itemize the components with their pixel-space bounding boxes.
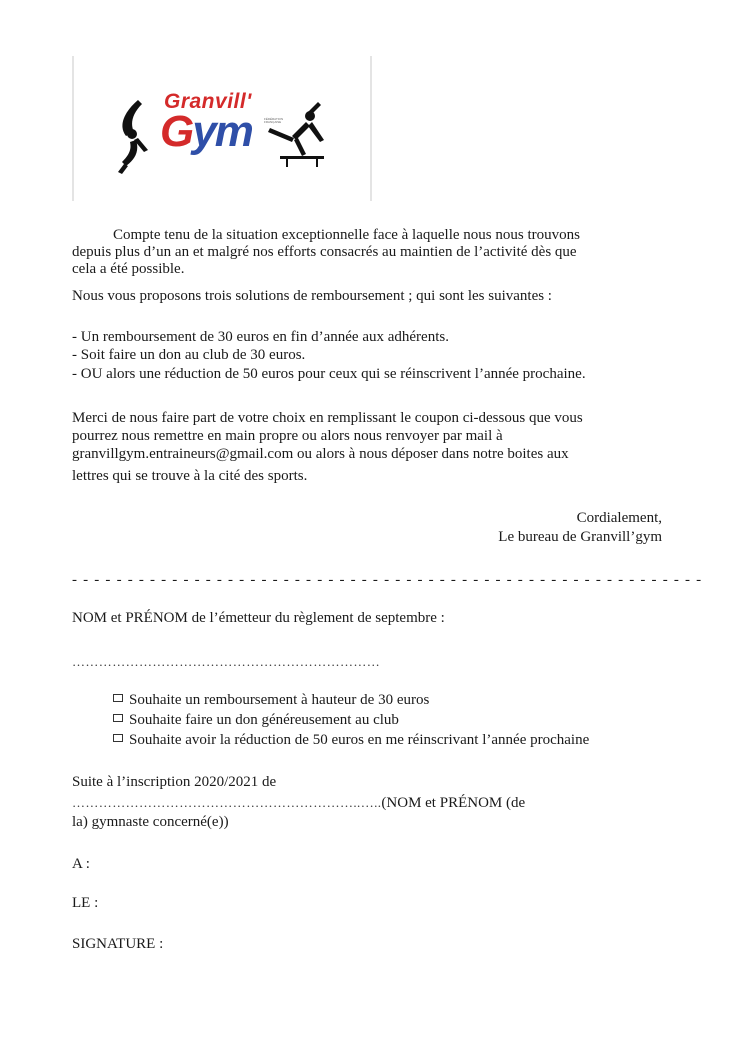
logo-text-gym	[160, 107, 252, 156]
solution-item-1: - Un remboursement de 30 euros en fin d’année aux adhérents.	[72, 329, 449, 345]
gymnast-name-field[interactable]: ………………………………………………………..…..	[72, 795, 382, 810]
gymnast-name-label-cont: la) gymnaste concerné(e))	[72, 814, 229, 830]
solution-item-3: - OU alors une réduction de 50 euros pour ceux qui se réinscrivent l’année prochaine.	[72, 366, 586, 382]
option-discount[interactable]	[113, 732, 589, 749]
intro-line-2: depuis plus d’un an et malgré nos efforts consacrés au maintien de l’activité dès que	[72, 244, 577, 260]
solution-item-2: - Soit faire un don au club de 30 euros.	[72, 347, 306, 363]
instructions-line-2: pourrez nous remettre en main propre ou alors nous renvoyer par mail à	[72, 428, 503, 444]
payer-name-label: NOM et PRÉNOM de l’émetteur du règlement de septembre :	[72, 610, 445, 626]
checkbox-icon[interactable]	[113, 714, 123, 722]
signature-field-label: SIGNATURE :	[72, 936, 164, 952]
option-discount-label: Souhaite avoir la réduction de 50 euros en me réinscrivant l’année prochaine	[129, 732, 590, 748]
checkbox-icon[interactable]	[113, 734, 123, 742]
option-refund-label: Souhaite un remboursement à hauteur de 30 euros	[129, 692, 430, 708]
option-donation-label: Souhaite faire un don généreusement au club	[129, 712, 399, 728]
logo-tagline: FÉDÉRATION FRANÇAISE	[264, 117, 284, 124]
checkbox-icon[interactable]	[113, 694, 123, 702]
intro-line-3: cela a été possible.	[72, 261, 185, 277]
signature-text: Le bureau de Granvill’gym	[498, 529, 662, 545]
intro-line-1: Compte tenu de la situation exceptionnelle face à laquelle nous nous trouvons	[113, 227, 580, 243]
date-label: LE :	[72, 895, 99, 911]
coupon-separator: - - - - - - - - - - - - - - - - - - - - - - - - - - - - - - - - - - - - - - - - - - - - - - - - - - - - - - - - -	[72, 572, 703, 588]
logo-text-granvill: Granvill'	[164, 90, 252, 113]
instructions-line-1: Merci de nous faire part de votre choix en remplissant le coupon ci-dessous que vous	[72, 410, 583, 426]
payer-name-field[interactable]: ……………………………………………………………	[72, 654, 381, 669]
instructions-line-4: lettres qui se trouve à la cité des sports.	[72, 468, 308, 484]
logo-text-g: G	[160, 107, 193, 156]
gymnast-name-label: (NOM et PRÉNOM (de	[381, 795, 526, 811]
place-label: A :	[72, 856, 90, 872]
option-refund[interactable]	[113, 692, 429, 709]
logo-text-ym: ym	[192, 107, 252, 156]
registration-label: Suite à l’inscription 2020/2021 de	[72, 774, 277, 790]
closing-text: Cordialement,	[576, 510, 662, 526]
club-logo	[72, 56, 372, 201]
option-donation[interactable]	[113, 712, 399, 729]
intro-line-4: Nous vous proposons trois solutions de remboursement ; qui sont les suivantes :	[72, 288, 552, 304]
gymnast-name-line	[72, 794, 525, 812]
instructions-line-3: granvillgym.entraineurs@gmail.com ou alors à nous déposer dans notre boites aux	[72, 446, 569, 462]
